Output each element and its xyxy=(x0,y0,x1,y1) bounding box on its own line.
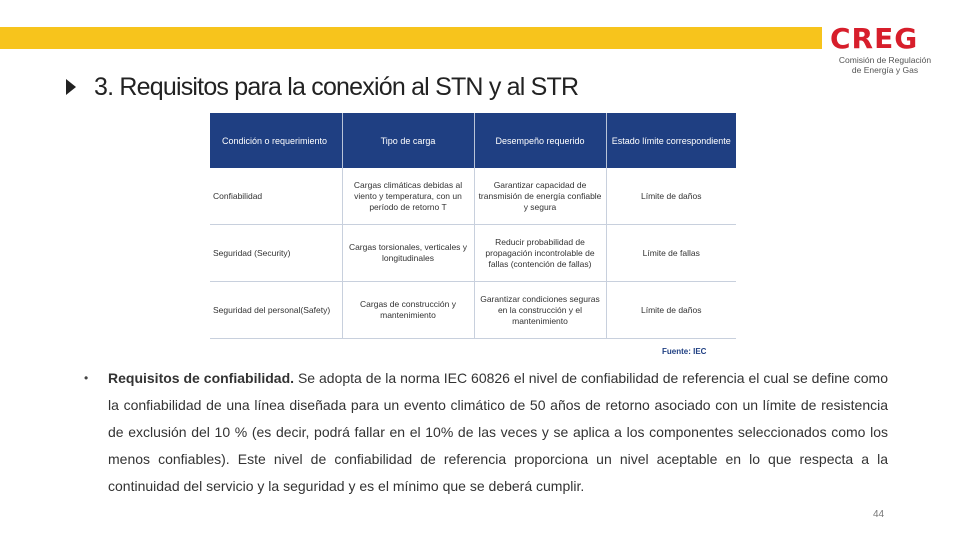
requirements-table xyxy=(210,113,736,339)
logo-subtitle-line-2: de Energía y Gas xyxy=(851,65,919,75)
creg-logo xyxy=(826,22,936,80)
table-cell: Cargas de construcción y mantenimiento xyxy=(342,282,474,339)
table-header-row xyxy=(210,113,736,168)
table-header-cell: Desempeño requerido xyxy=(474,113,606,168)
table-cell: Límite de daños xyxy=(606,282,736,339)
play-arrow-icon xyxy=(66,79,76,95)
body-paragraph xyxy=(108,365,888,500)
page-number: 44 xyxy=(873,509,885,520)
title-row xyxy=(66,72,578,102)
logo-subtitle-line-1: Comisión de Regulación xyxy=(838,55,932,65)
paragraph-lead: Requisitos de confiabilidad. xyxy=(108,370,295,386)
table-cell: Garantizar capacidad de transmisión de energía confiable y segura xyxy=(474,168,606,225)
table-cell: Confiabilidad xyxy=(210,168,342,225)
table-cell: Cargas torsionales, verticales y longitudinales xyxy=(342,225,474,282)
table-row xyxy=(210,282,736,339)
table-row xyxy=(210,225,736,282)
table-cell: Seguridad (Security) xyxy=(210,225,342,282)
logo-subtitle xyxy=(832,55,938,75)
table-cell: Seguridad del personal(Safety) xyxy=(210,282,342,339)
top-accent-bar xyxy=(0,27,822,49)
table-cell: Límite de fallas xyxy=(606,225,736,282)
table-source: Fuente: IEC xyxy=(662,347,707,356)
table-cell: Garantizar condiciones seguras en la construcción y el mantenimiento xyxy=(474,282,606,339)
table-header-cell: Condición o requerimiento xyxy=(210,113,342,168)
table-cell: Límite de daños xyxy=(606,168,736,225)
table-row xyxy=(210,168,736,225)
page-title: 3. Requisitos para la conexión al STN y al STR xyxy=(94,72,579,101)
table-cell: Reducir probabilidad de propagación incontrolable de fallas (contención de fallas) xyxy=(474,225,606,282)
bullet-icon: • xyxy=(84,371,89,385)
table-header-cell: Tipo de carga xyxy=(342,113,474,168)
table-header-cell: Estado límite correspondiente xyxy=(606,113,736,168)
table-cell: Cargas climáticas debidas al viento y temperatura, con un período de retorno T xyxy=(342,168,474,225)
paragraph-text: Se adopta de la norma IEC 60826 el nivel de confiabilidad de referencia el cual se define como la confiabilidad de una línea diseñada para un evento climático de 50 años de retorno asociado con un límite de resistencia de exclusión del 10 % (es decir, podrá fallar en el 10% de las veces y se aplica a los componentes seleccionados como los menos confiables). Este nivel de confiabilidad de referencia proporciona un nivel aceptable en lo que respecta a la continuidad del servicio y la seguridad y es el mínimo que se deberá cumplir. xyxy=(108,370,888,494)
logo-wordmark: CREG xyxy=(830,22,919,55)
